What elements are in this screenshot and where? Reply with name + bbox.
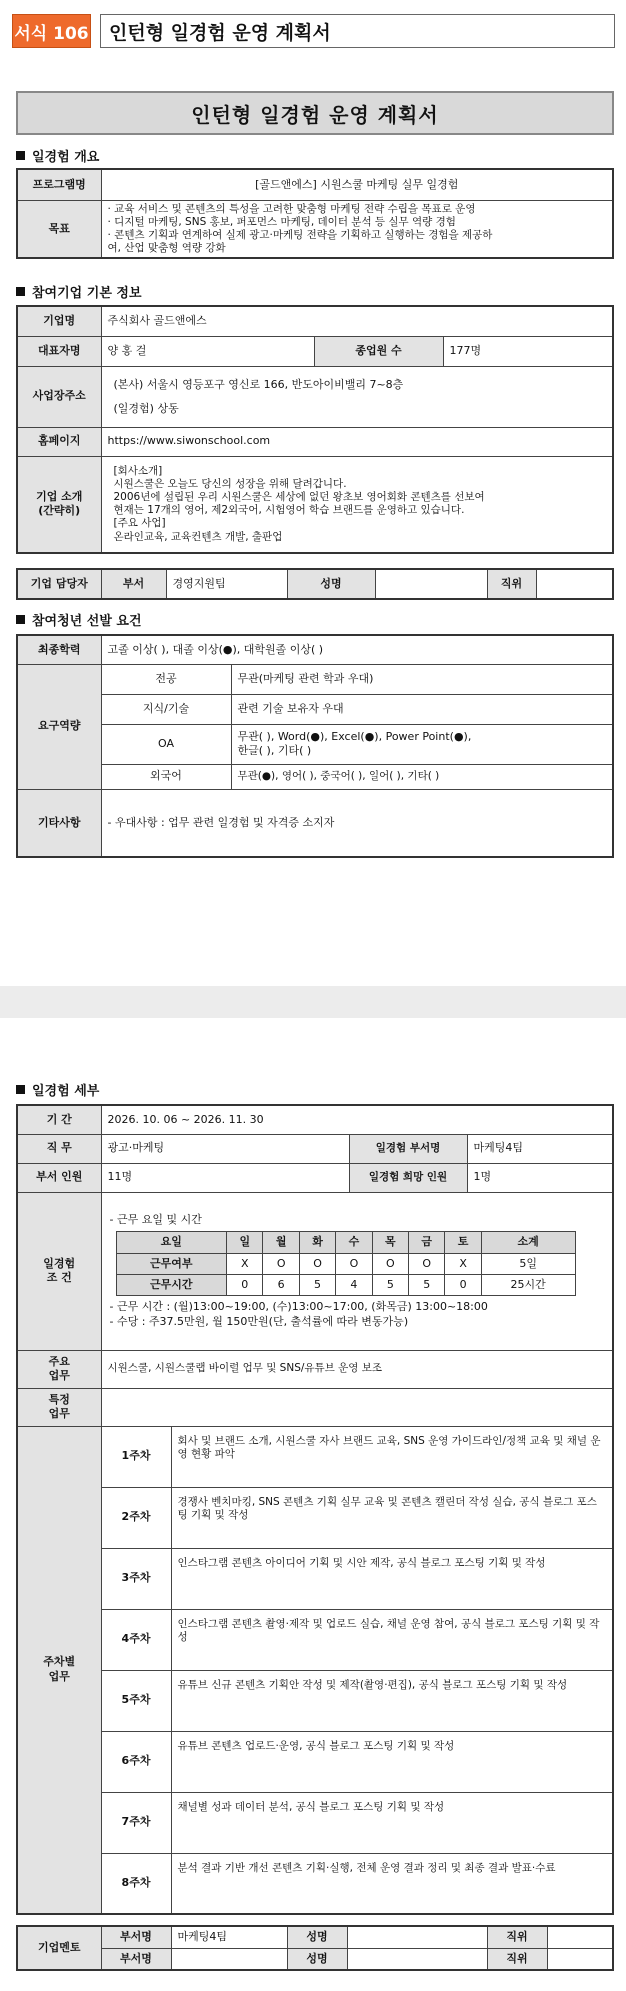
- homepage-value[interactable]: https://www.siwonschool.com: [101, 427, 613, 456]
- section-heading-text: 일경험 세부: [32, 1084, 100, 1099]
- manager-name-label: 성명: [287, 569, 375, 599]
- week-label: 5주차: [101, 1670, 171, 1731]
- skill-value: 관련 기술 보유자 우대: [231, 694, 613, 724]
- week-label: 8주차: [101, 1853, 171, 1914]
- condition-value: [101, 1192, 613, 1350]
- section-heading-selection: [16, 610, 142, 629]
- schedule-cell: X: [445, 1253, 481, 1274]
- section-heading-text: 참여기업 기본 정보: [32, 286, 142, 301]
- mentor-dept-value: [171, 1948, 287, 1970]
- section-heading-text: 참여청년 선발 요건: [32, 614, 142, 629]
- special-task-label-line: 특정: [48, 1392, 70, 1406]
- goal-line: · 디지털 마케팅, SNS 홍보, 퍼포먼스 마케팅, 데이터 분석 등 실무 역량 경험: [107, 215, 456, 228]
- oa-value: [231, 724, 613, 764]
- selection-table: [16, 634, 614, 858]
- condition-label-line: 조 건: [46, 1271, 72, 1284]
- schedule-header: 요일: [116, 1232, 227, 1253]
- square-bullet-icon: [16, 1085, 25, 1094]
- time-note: - 근무 시간 : (월)13:00~19:00, (수)13:00~17:00, (화목금) 13:00~18:00: [109, 1300, 488, 1314]
- schedule-cell: O: [263, 1253, 299, 1274]
- company-name-label: 기업명: [17, 306, 101, 336]
- section-heading-overview: [16, 146, 99, 165]
- etc-value: - 우대사항 : 업무 관련 일경험 및 자격증 소지자: [101, 789, 613, 857]
- etc-label: 기타사항: [17, 789, 101, 857]
- main-task-label: [17, 1350, 101, 1388]
- period-label: 기 간: [17, 1105, 101, 1134]
- staff-label: 부서 인원: [17, 1163, 101, 1192]
- schedule-header: 수: [336, 1232, 372, 1253]
- main-task-value: 시원스쿨, 시원스쿨랩 바이럴 업무 및 SNS/유튜브 운영 보조: [101, 1350, 613, 1388]
- manager-position-value: [536, 569, 613, 599]
- schedule-cell: 5일: [481, 1253, 575, 1274]
- schedule-cell: X: [227, 1253, 263, 1274]
- special-task-label: [17, 1388, 101, 1426]
- language-value: 무관(●), 영어( ), 중국어( ), 일어( ), 기타( ): [231, 764, 613, 789]
- manager-label: 기업 담당자: [17, 569, 101, 599]
- form-number-badge: 서식 106: [12, 14, 91, 48]
- week-label: 6주차: [101, 1731, 171, 1792]
- main-task-label-line: 업무: [48, 1369, 70, 1382]
- schedule-header: 월: [263, 1232, 299, 1253]
- education-value: 고졸 이상( ), 대졸 이상(●), 대학원졸 이상( ): [101, 635, 613, 664]
- overview-table: [16, 168, 614, 259]
- schedule-cell: 6: [263, 1275, 299, 1296]
- weekly-task-label-line: 업무: [48, 1669, 70, 1683]
- mentor-name-label: 성명: [287, 1926, 347, 1948]
- section-heading-text: 일경험 개요: [32, 150, 100, 165]
- document-title: 인턴형 일경험 운영 계획서: [16, 91, 614, 135]
- address-label: 사업장주소: [17, 366, 101, 427]
- form-header: [12, 14, 615, 48]
- job-value: 광고·마케팅: [101, 1134, 349, 1163]
- exp-dept-label: 일경험 부서명: [349, 1134, 467, 1163]
- square-bullet-icon: [16, 151, 25, 160]
- week-task: 인스타그램 콘텐츠 아이디어 기획 및 시안 제작, 공식 블로그 포스팅 기획 및 작성: [171, 1548, 613, 1609]
- program-value: [골드앤에스] 시원스쿨 마케팅 실무 일경험: [101, 169, 613, 200]
- address-work: (일경험) 상동: [113, 401, 179, 415]
- intro-label-line: (간략히): [38, 504, 81, 518]
- major-label: 전공: [101, 664, 231, 694]
- week-task: 유튜브 콘텐츠 업로드·운영, 공식 블로그 포스팅 기획 및 작성: [171, 1731, 613, 1792]
- program-label: 프로그램명: [17, 169, 101, 200]
- competency-label: 요구역량: [17, 664, 101, 789]
- condition-label-line: 일경험: [43, 1256, 76, 1270]
- schedule-cell: 5: [299, 1275, 335, 1296]
- schedule-cell: 0: [227, 1275, 263, 1296]
- mentor-dept-label: 부서명: [101, 1948, 171, 1970]
- intro-line: 현재는 17개의 영어, 제2외국어, 시험영어 학습 브랜드를 운영하고 있습니다.: [113, 504, 465, 517]
- address-value: [101, 366, 613, 427]
- job-label: 직 무: [17, 1134, 101, 1163]
- ceo-label: 대표자명: [17, 336, 101, 366]
- intro-line: [회사소개]: [113, 464, 163, 477]
- week-task: 유튜브 신규 콘텐츠 기획안 작성 및 제작(촬영·편집), 공식 블로그 포스팅 기획 및 작성: [171, 1670, 613, 1731]
- skill-label: 지식/기술: [101, 694, 231, 724]
- ceo-value: 양 홍 걸: [101, 336, 314, 366]
- employees-value: 177명: [443, 336, 613, 366]
- week-label: 7주차: [101, 1792, 171, 1853]
- manager-table: [16, 568, 614, 600]
- intro-value: [101, 456, 613, 553]
- week-label: 1주차: [101, 1426, 171, 1487]
- section-heading-company: [16, 282, 142, 301]
- schedule-cell: O: [299, 1253, 335, 1274]
- schedule-cell: 25시간: [481, 1275, 575, 1296]
- week-task: 회사 및 브랜드 소개, 시원스쿨 자사 브랜드 교육, SNS 운영 가이드라인/정책 교육 및 채널 운영 현황 파악: [171, 1426, 613, 1487]
- schedule-header: 일: [227, 1232, 263, 1253]
- language-label: 외국어: [101, 764, 231, 789]
- schedule-header: 토: [445, 1232, 481, 1253]
- schedule-cell: O: [372, 1253, 408, 1274]
- week-task: 채널별 성과 데이터 분석, 공식 블로그 포스팅 기획 및 작성: [171, 1792, 613, 1853]
- mentor-dept-label: 부서명: [101, 1926, 171, 1948]
- schedule-cell: 5: [409, 1275, 445, 1296]
- details-table: [16, 1104, 614, 1915]
- exp-dept-value: 마케팅4팀: [467, 1134, 613, 1163]
- week-label: 4주차: [101, 1609, 171, 1670]
- employees-label: 종업원 수: [314, 336, 443, 366]
- mentor-dept-value: 마케팅4팀: [171, 1926, 287, 1948]
- special-task-value: [101, 1388, 613, 1426]
- oa-line: 한글( ), 기타( ): [237, 744, 312, 757]
- period-value: 2026. 10. 06 ~ 2026. 11. 30: [101, 1105, 613, 1134]
- major-value: 무관(마케팅 관련 학과 우대): [231, 664, 613, 694]
- mentor-table: [16, 1925, 614, 1971]
- intro-line: 온라인교육, 교육컨텐츠 개발, 출판업: [113, 530, 283, 543]
- goal-line: 여, 산업 맞춤형 역량 강화: [107, 241, 226, 254]
- mentor-name-label: 성명: [287, 1948, 347, 1970]
- schedule-table: [116, 1231, 576, 1296]
- weekly-task-label: [17, 1426, 101, 1914]
- intro-label: [17, 456, 101, 553]
- week-task: 경쟁사 벤치마킹, SNS 콘텐츠 기획 실무 교육 및 콘텐츠 캘린더 작성 실습, 공식 블로그 포스팅 기획 및 작성: [171, 1487, 613, 1548]
- mentor-position-label: 직위: [487, 1948, 547, 1970]
- square-bullet-icon: [16, 287, 25, 296]
- schedule-row-label: 근무시간: [116, 1275, 227, 1296]
- main-task-label-line: 주요: [48, 1354, 70, 1368]
- mentor-label: 기업멘토: [17, 1926, 101, 1970]
- mentor-name-value: [347, 1948, 487, 1970]
- intro-line: [주요 사업]: [113, 517, 166, 530]
- company-table: [16, 305, 614, 554]
- goal-line: · 교육 서비스 및 콘텐츠의 특성을 고려한 맞춤형 마케팅 전략 수립을 목표로 운영: [107, 203, 476, 216]
- weekly-task-label-line: 주차별: [43, 1655, 76, 1669]
- square-bullet-icon: [16, 615, 25, 624]
- week-task: 분석 결과 기반 개선 콘텐츠 기획·실행, 전체 운영 결과 정리 및 최종 결과 발표·수료: [171, 1853, 613, 1914]
- intro-line: 시원스쿨은 오늘도 당신의 성장을 위해 달려갑니다.: [113, 478, 347, 490]
- schedule-header: 소계: [481, 1232, 575, 1253]
- oa-label: OA: [101, 724, 231, 764]
- special-task-label-line: 업무: [48, 1407, 70, 1420]
- homepage-label: 홈페이지: [17, 427, 101, 456]
- schedule-cell: 5: [372, 1275, 408, 1296]
- address-main: (본사) 서울시 영등포구 영신로 166, 반도아이비밸리 7~8층: [113, 378, 404, 392]
- form-header-title: 인턴형 일경험 운영 계획서: [100, 14, 615, 48]
- hope-value: 1명: [467, 1163, 613, 1192]
- schedule-title: - 근무 요일 및 시간: [109, 1213, 202, 1227]
- schedule-cell: 4: [336, 1275, 372, 1296]
- manager-name-value: [375, 569, 487, 599]
- manager-dept-label: 부서: [101, 569, 166, 599]
- mentor-position-label: 직위: [487, 1926, 547, 1948]
- education-label: 최종학력: [17, 635, 101, 664]
- intro-label-line: 기업 소개: [36, 489, 83, 503]
- schedule-header: 목: [372, 1232, 408, 1253]
- schedule-cell: 0: [445, 1275, 481, 1296]
- goal-label: 목표: [17, 200, 101, 258]
- schedule-header: 금: [409, 1232, 445, 1253]
- week-task: 인스타그램 콘텐츠 촬영·제작 및 업로드 실습, 채널 운영 참여, 공식 블로그 포스팅 기획 및 작성: [171, 1609, 613, 1670]
- week-label: 3주차: [101, 1548, 171, 1609]
- oa-line: 무관( ), Word(●), Excel(●), Power Point(●),: [237, 729, 472, 743]
- condition-label: [17, 1192, 101, 1350]
- pay-note: - 수당 : 주37.5만원, 월 150만원(단, 출석률에 따라 변동가능): [109, 1314, 409, 1328]
- week-label: 2주차: [101, 1487, 171, 1548]
- schedule-header: 화: [299, 1232, 335, 1253]
- page-break: [0, 986, 626, 1018]
- mentor-position-value: [547, 1948, 613, 1970]
- schedule-cell: O: [336, 1253, 372, 1274]
- mentor-position-value: [547, 1926, 613, 1948]
- manager-position-label: 직위: [487, 569, 536, 599]
- hope-label: 일경험 희망 인원: [349, 1163, 467, 1192]
- schedule-row-label: 근무여부: [116, 1253, 227, 1274]
- company-name-value: 주식회사 골드앤에스: [101, 306, 613, 336]
- staff-value: 11명: [101, 1163, 349, 1192]
- section-heading-details: [16, 1080, 99, 1099]
- goal-value: [101, 200, 613, 258]
- intro-line: 2006년에 설립된 우리 시원스쿨은 세상에 없던 왕초보 영어회화 콘텐츠를 선보여: [113, 491, 485, 504]
- mentor-name-value: [347, 1926, 487, 1948]
- manager-dept-value: 경영지원팀: [166, 569, 287, 599]
- goal-line: · 콘텐츠 기획과 연계하여 실제 광고·마케팅 전략을 기획하고 실행하는 경험을 제공하: [107, 228, 493, 241]
- schedule-cell: O: [409, 1253, 445, 1274]
